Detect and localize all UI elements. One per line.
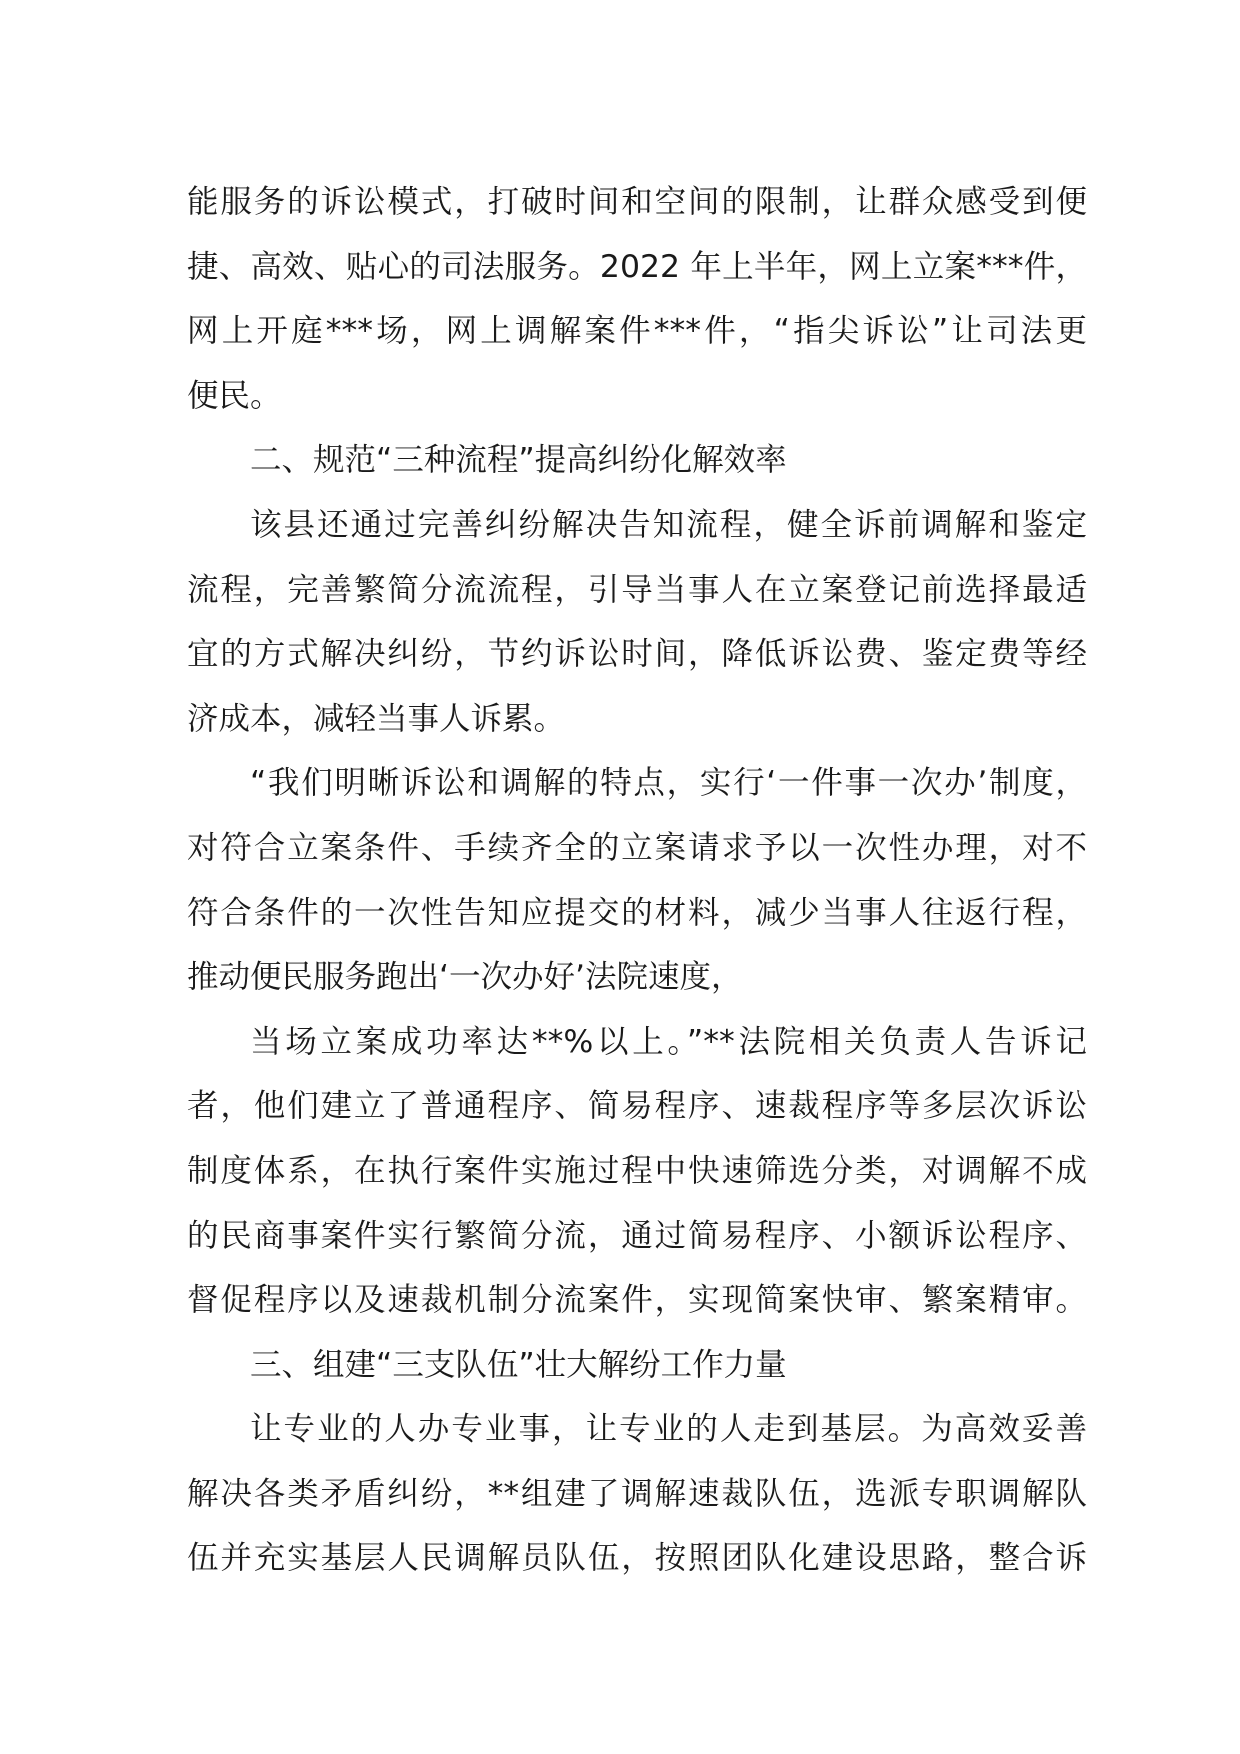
paragraph-first-line: 二、规范“三种流程”提高纠纷化解效率 [250,442,787,479]
text-line: 符合条件的一次性告知应提交的材料，减少当事人往返行程， [187,894,1087,931]
text-line: 能服务的诉讼模式，打破时间和空间的限制，让群众感受到便 [187,184,1087,220]
text-line: 捷、高效、贴心的司法服务。2022 年上半年，网上立案***件， [187,248,1087,285]
paragraph-first-line: “我们明晰诉讼和调解的特点，实行‘一件事一次办’制度， [250,765,1087,802]
text-line: 对符合立案条件、手续齐全的立案请求予以一次性办理，对不 [187,829,1087,866]
text-line: 流程，完善繁简分流流程，引导当事人在立案登记前选择最适 [187,571,1087,608]
paragraph-first-line: 让专业的人办专业事，让专业的人走到基层。为高效妥善 [250,1411,1087,1448]
text-line: 便民。 [187,377,282,414]
text-line: 者，他们建立了普通程序、简易程序、速裁程序等多层次诉讼 [187,1088,1087,1125]
paragraph-first-line: 该县还通过完善纠纷解决告知流程，健全诉前调解和鉴定 [250,506,1087,543]
paragraph-first-line: 当场立案成功率达**%以上。”**法院相关负责人告诉记 [250,1023,1087,1060]
text-line: 宜的方式解决纠纷，节约诉讼时间，降低诉讼费、鉴定费等经 [187,636,1087,673]
text-line: 网上开庭***场，网上调解案件***件，“指尖诉讼”让司法更 [187,313,1087,350]
text-line: 解决各类矛盾纠纷，**组建了调解速裁队伍，选派专职调解队 [187,1475,1087,1512]
text-line: 督促程序以及速裁机制分流案件，实现简案快审、繁案精审。 [187,1282,1087,1319]
document-body [187,170,1087,1591]
text-line: 的民商事案件实行繁简分流，通过简易程序、小额诉讼程序、 [187,1217,1087,1254]
text-line: 济成本，减轻当事人诉累。 [187,700,566,737]
text-line: 推动便民服务跑出‘一次办好’法院速度， [187,959,743,996]
paragraph-first-line: 三、组建“三支队伍”壮大解纷工作力量 [250,1346,787,1383]
text-line: 制度体系，在执行案件实施过程中快速筛选分类，对调解不成 [187,1152,1087,1189]
text-line: 伍并充实基层人民调解员队伍，按照团队化建设思路，整合诉 [187,1540,1087,1577]
